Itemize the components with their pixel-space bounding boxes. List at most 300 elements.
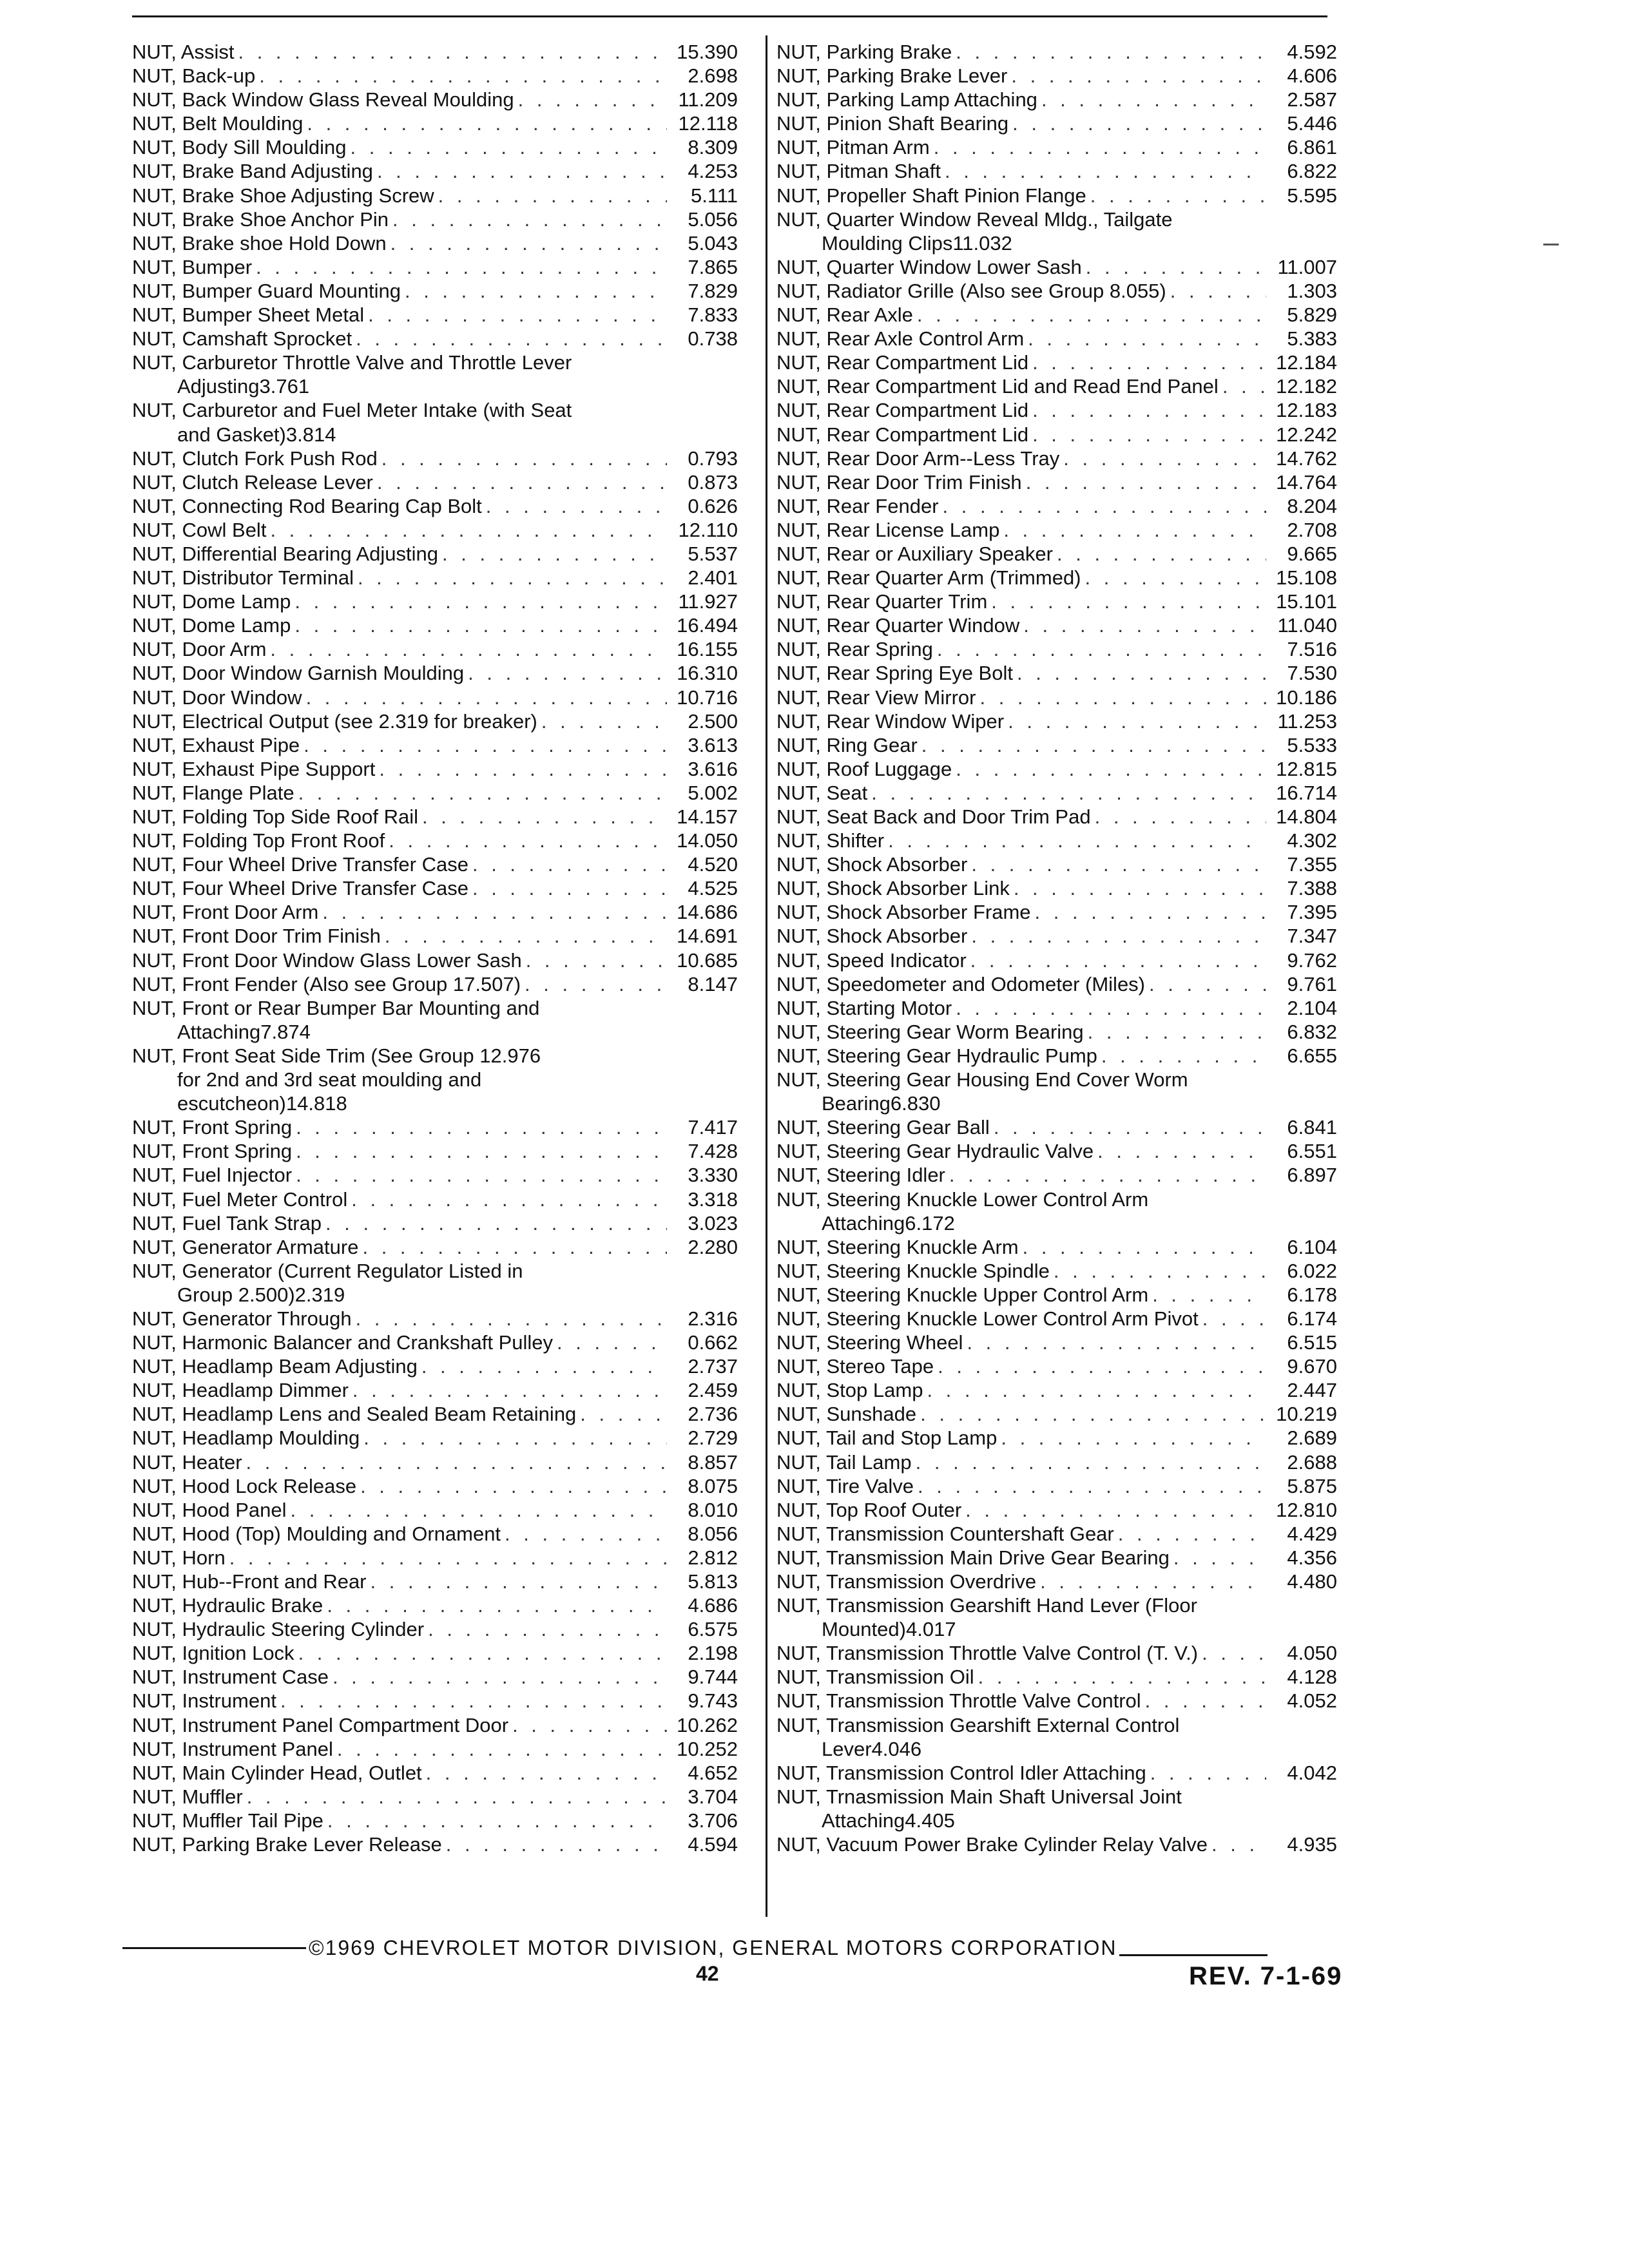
group-number: 4.052 bbox=[1287, 1689, 1337, 1713]
leader-dots bbox=[1022, 470, 1266, 494]
index-entry bbox=[132, 757, 738, 781]
index-entry bbox=[132, 1354, 738, 1378]
leader-dots bbox=[300, 733, 667, 757]
leader-dots bbox=[990, 1115, 1266, 1139]
index-entry bbox=[132, 1331, 738, 1354]
index-entry bbox=[776, 1115, 1337, 1139]
entry-text: NUT, Camshaft Sprocket bbox=[132, 327, 352, 351]
group-number: 7.874 bbox=[260, 1020, 311, 1043]
entry-text: NUT, Radiator Grille (Also see Group 8.055) bbox=[776, 279, 1166, 302]
group-number: 7.388 bbox=[1287, 877, 1337, 900]
index-entry bbox=[132, 1187, 738, 1211]
group-number: 15.108 bbox=[1276, 566, 1337, 590]
index-entry bbox=[132, 303, 738, 327]
group-number: 7.428 bbox=[688, 1140, 738, 1163]
group-number: 0.793 bbox=[688, 447, 738, 470]
leader-dots bbox=[1028, 351, 1266, 374]
group-number: 10.252 bbox=[677, 1737, 738, 1760]
group-number: 11.927 bbox=[678, 590, 738, 613]
leader-dots bbox=[997, 1426, 1266, 1450]
index-entry bbox=[776, 733, 1337, 757]
leader-dots bbox=[945, 1163, 1266, 1187]
index-entry bbox=[776, 1187, 1337, 1235]
index-entry bbox=[132, 64, 738, 88]
group-number: 3.318 bbox=[688, 1187, 738, 1211]
entry-text: NUT, Generator (Current Regulator Listed in bbox=[132, 1259, 523, 1282]
index-entry bbox=[776, 1570, 1337, 1593]
leader-dots bbox=[252, 255, 667, 279]
group-number: 6.841 bbox=[1287, 1116, 1337, 1139]
index-entry bbox=[776, 279, 1337, 303]
entry-text: NUT, Connecting Rod Bearing Cap Bolt bbox=[132, 494, 482, 517]
entry-text: NUT, Differential Bearing Adjusting bbox=[132, 542, 439, 565]
group-number: 7.395 bbox=[1287, 901, 1337, 924]
entry-text: NUT, Steering Knuckle Spindle bbox=[776, 1259, 1050, 1282]
group-number: 14.764 bbox=[1276, 470, 1337, 494]
entry-text: NUT, Rear Compartment Lid bbox=[776, 399, 1029, 422]
index-entry bbox=[776, 494, 1337, 518]
group-number: 6.178 bbox=[1287, 1283, 1337, 1306]
index-entry bbox=[776, 1044, 1337, 1068]
index-entry bbox=[776, 1450, 1337, 1474]
leader-dots bbox=[468, 852, 667, 876]
index-entry bbox=[776, 1832, 1337, 1856]
leader-dots bbox=[381, 924, 667, 948]
entry-text: NUT, Rear View Mirror bbox=[776, 686, 976, 709]
group-number: 8.309 bbox=[688, 136, 738, 159]
leader-dots bbox=[389, 207, 667, 231]
index-entry bbox=[776, 686, 1337, 709]
group-number: 3.616 bbox=[688, 757, 738, 780]
index-entry bbox=[132, 1809, 738, 1832]
leader-dots bbox=[266, 518, 667, 542]
index-entry bbox=[776, 948, 1337, 972]
entry-text: NUT, Dome Lamp bbox=[132, 614, 291, 637]
leader-dots bbox=[1198, 1641, 1266, 1665]
leader-dots bbox=[234, 40, 667, 64]
leader-dots bbox=[884, 829, 1266, 852]
group-number: 2.447 bbox=[1287, 1379, 1337, 1402]
group-number: 5.533 bbox=[1287, 733, 1337, 756]
entry-text: NUT, Brake Band Adjusting bbox=[132, 160, 373, 183]
leader-dots bbox=[294, 781, 667, 805]
leader-dots bbox=[1084, 1020, 1266, 1044]
index-entry bbox=[776, 1283, 1337, 1307]
leader-dots bbox=[266, 637, 667, 661]
entry-text: NUT, Transmission Control Idler Attaching bbox=[776, 1761, 1146, 1784]
entry-text: NUT, Pitman Arm bbox=[776, 136, 930, 159]
top-rule bbox=[132, 15, 1327, 17]
group-number: 6.822 bbox=[1287, 160, 1337, 183]
leader-dots bbox=[1146, 1761, 1266, 1785]
entry-text: NUT, Instrument Panel Compartment Door bbox=[132, 1713, 509, 1736]
leader-dots bbox=[323, 1593, 667, 1617]
index-entry bbox=[776, 1235, 1337, 1259]
index-entry bbox=[132, 518, 738, 542]
group-number: 12.183 bbox=[1276, 399, 1337, 422]
entry-text: NUT, Steering Knuckle Lower Control Arm bbox=[776, 1187, 1149, 1211]
group-number: 3.761 bbox=[259, 375, 310, 398]
leader-dots bbox=[930, 135, 1266, 159]
entry-text-continued: Moulding Clips bbox=[822, 231, 953, 255]
entry-text: NUT, Instrument Panel bbox=[132, 1737, 333, 1760]
entry-text: NUT, Rear Quarter Trim bbox=[776, 590, 988, 613]
leader-dots bbox=[401, 279, 667, 303]
leader-dots bbox=[1208, 1832, 1266, 1856]
index-entry bbox=[132, 972, 738, 996]
entry-text: NUT, Transmission Gearshift External Control bbox=[776, 1713, 1180, 1736]
group-number: 9.670 bbox=[1287, 1355, 1337, 1378]
group-number: 2.198 bbox=[688, 1642, 738, 1665]
group-number: 2.736 bbox=[688, 1403, 738, 1426]
entry-text: NUT, Carburetor and Fuel Meter Intake (with Seat bbox=[132, 399, 572, 422]
entry-text: NUT, Exhaust Pipe Support bbox=[132, 757, 376, 780]
group-number: 9.665 bbox=[1287, 542, 1337, 565]
entry-text-continued: Bearing bbox=[822, 1092, 891, 1115]
leader-dots bbox=[442, 1832, 667, 1856]
group-number: 4.686 bbox=[688, 1594, 738, 1617]
index-entry bbox=[776, 207, 1337, 255]
leader-dots bbox=[1219, 374, 1266, 398]
group-number: 7.347 bbox=[1287, 925, 1337, 948]
entry-text: NUT, Rear Compartment Lid and Read End Panel bbox=[776, 375, 1219, 398]
index-entry bbox=[776, 1498, 1337, 1522]
index-entry bbox=[776, 64, 1337, 88]
entry-text: NUT, Front Door Trim Finish bbox=[132, 925, 381, 948]
index-entry bbox=[776, 1665, 1337, 1689]
group-number: 4.594 bbox=[688, 1833, 738, 1856]
index-entry bbox=[132, 1115, 738, 1139]
index-entry bbox=[776, 88, 1337, 111]
leader-dots bbox=[482, 494, 667, 518]
entry-text-continued: Group 2.500) bbox=[177, 1283, 295, 1306]
entry-text: NUT, Steering Gear Hydraulic Valve bbox=[776, 1140, 1094, 1163]
group-number: 14.804 bbox=[1276, 805, 1337, 828]
index-entry bbox=[132, 494, 738, 518]
leader-dots bbox=[1028, 398, 1266, 422]
entry-text: NUT, Four Wheel Drive Transfer Case bbox=[132, 877, 468, 900]
group-number: 4.606 bbox=[1287, 64, 1337, 88]
index-entry bbox=[776, 398, 1337, 422]
group-number: 0.626 bbox=[688, 494, 738, 517]
leader-dots bbox=[974, 1665, 1266, 1689]
entry-text: NUT, Horn bbox=[132, 1546, 226, 1569]
entry-text-continued: and Gasket) bbox=[177, 423, 286, 446]
index-entry bbox=[132, 1378, 738, 1402]
index-entry bbox=[132, 686, 738, 709]
entry-text-continued: Attaching bbox=[822, 1809, 905, 1832]
entry-text: NUT, Back-up bbox=[132, 64, 256, 88]
index-entry bbox=[776, 1378, 1337, 1402]
index-entry bbox=[776, 1402, 1337, 1426]
entry-text: NUT, Shock Absorber Frame bbox=[776, 901, 1031, 924]
leader-dots bbox=[1028, 423, 1266, 447]
group-number: 9.744 bbox=[688, 1666, 738, 1689]
entry-text: NUT, Rear Window Wiper bbox=[776, 709, 1005, 733]
entry-text: NUT, Roof Luggage bbox=[776, 757, 952, 780]
entry-text: NUT, Rear Quarter Arm (Trimmed) bbox=[776, 566, 1081, 590]
leader-dots bbox=[952, 996, 1266, 1020]
index-entry bbox=[132, 351, 738, 398]
index-entry bbox=[776, 1713, 1337, 1761]
entry-text-continued: Lever bbox=[822, 1737, 872, 1760]
index-entry bbox=[132, 613, 738, 637]
index-entry bbox=[132, 1737, 738, 1761]
group-number: 6.551 bbox=[1287, 1140, 1337, 1163]
group-number: 15.390 bbox=[677, 41, 738, 63]
entry-text: NUT, Back Window Glass Reveal Moulding bbox=[132, 88, 514, 111]
leader-dots bbox=[387, 231, 667, 255]
index-entry bbox=[132, 996, 738, 1044]
index-entry bbox=[132, 900, 738, 924]
group-number: 8.147 bbox=[688, 972, 738, 995]
group-number: 5.056 bbox=[688, 207, 738, 231]
entry-text: NUT, Rear Spring Eye Bolt bbox=[776, 662, 1013, 685]
leader-dots bbox=[1166, 279, 1266, 303]
entry-text: NUT, Vacuum Power Brake Cylinder Relay Valve bbox=[776, 1833, 1208, 1856]
index-entry bbox=[132, 542, 738, 566]
index-entry bbox=[776, 852, 1337, 876]
index-entry bbox=[132, 327, 738, 351]
leader-dots bbox=[418, 1354, 667, 1378]
entry-text: NUT, Belt Moulding bbox=[132, 112, 304, 135]
index-entry bbox=[776, 518, 1337, 542]
leader-dots bbox=[501, 1522, 667, 1546]
leader-dots bbox=[1086, 184, 1266, 207]
leader-dots bbox=[292, 1139, 667, 1163]
group-number: 0.873 bbox=[688, 470, 738, 494]
entry-text: NUT, Front Spring bbox=[132, 1140, 293, 1163]
group-number: 15.101 bbox=[1276, 590, 1337, 613]
entry-text: NUT, Parking Brake Lever bbox=[776, 64, 1008, 88]
group-number: 9.743 bbox=[688, 1689, 738, 1713]
leader-dots bbox=[933, 637, 1266, 661]
group-number: 6.830 bbox=[890, 1092, 941, 1115]
group-number: 12.182 bbox=[1276, 375, 1337, 398]
group-number: 5.383 bbox=[1287, 327, 1337, 351]
leader-dots bbox=[1145, 972, 1266, 996]
index-entry bbox=[776, 255, 1337, 279]
entry-text: NUT, Front or Rear Bumper Bar Mounting and bbox=[132, 996, 540, 1019]
index-entry bbox=[132, 876, 738, 900]
leader-dots bbox=[1024, 327, 1266, 351]
group-number: 4.592 bbox=[1287, 41, 1337, 63]
entry-text: NUT, Transmission Gearshift Hand Lever (Floor bbox=[776, 1594, 1197, 1617]
leader-dots bbox=[364, 303, 667, 327]
leader-dots bbox=[508, 1713, 667, 1737]
group-number: 5.829 bbox=[1287, 303, 1337, 327]
index-entry bbox=[776, 374, 1337, 398]
index-entry bbox=[776, 757, 1337, 781]
index-entry bbox=[132, 566, 738, 590]
leader-dots bbox=[576, 1402, 667, 1426]
entry-text: NUT, Generator Armature bbox=[132, 1235, 359, 1258]
group-number: 4.046 bbox=[871, 1737, 922, 1760]
index-entry bbox=[132, 1426, 738, 1450]
leader-dots bbox=[1007, 64, 1266, 88]
leader-dots bbox=[967, 924, 1266, 948]
group-number: 2.689 bbox=[1287, 1427, 1337, 1450]
leader-dots bbox=[961, 1498, 1266, 1522]
leader-dots bbox=[1199, 1307, 1266, 1331]
entry-text: NUT, Hood (Top) Moulding and Ornament bbox=[132, 1522, 501, 1545]
index-entry bbox=[132, 1163, 738, 1187]
index-entry bbox=[776, 590, 1337, 613]
group-number: 3.023 bbox=[688, 1211, 738, 1235]
leader-dots bbox=[1010, 876, 1266, 900]
group-number: 2.316 bbox=[688, 1307, 738, 1330]
entry-text: NUT, Transmission Oil bbox=[776, 1666, 974, 1689]
entry-text: NUT, Ignition Lock bbox=[132, 1642, 294, 1665]
entry-text: NUT, Muffler Tail Pipe bbox=[132, 1809, 323, 1832]
group-number: 7.417 bbox=[688, 1116, 738, 1139]
entry-text: NUT, Rear Axle Control Arm bbox=[776, 327, 1025, 351]
index-entry bbox=[776, 1068, 1337, 1115]
group-number: 8.857 bbox=[688, 1450, 738, 1474]
leader-dots bbox=[322, 1211, 667, 1235]
leader-dots bbox=[418, 805, 667, 829]
footer-rule-left bbox=[122, 1947, 306, 1949]
entry-text: NUT, Shock Absorber bbox=[776, 925, 968, 948]
leader-dots bbox=[1037, 88, 1266, 111]
leader-dots bbox=[1081, 566, 1266, 590]
index-entry bbox=[132, 398, 738, 446]
entry-text: NUT, Front Door Arm bbox=[132, 901, 319, 924]
entry-text: NUT, Brake Shoe Adjusting Screw bbox=[132, 184, 434, 207]
group-number: 3.706 bbox=[688, 1809, 738, 1832]
leader-dots bbox=[242, 1450, 667, 1474]
leader-dots bbox=[385, 829, 667, 852]
group-number: 4.042 bbox=[1287, 1761, 1337, 1784]
index-entry bbox=[132, 709, 738, 733]
group-number: 4.525 bbox=[688, 877, 738, 900]
index-entry bbox=[776, 423, 1337, 447]
entry-text: NUT, Pinion Shaft Bearing bbox=[776, 112, 1009, 135]
group-number: 8.204 bbox=[1287, 494, 1337, 517]
leader-dots bbox=[318, 900, 667, 924]
entry-text: NUT, Steering Gear Housing End Cover Worm bbox=[776, 1068, 1188, 1091]
group-number: 12.118 bbox=[678, 112, 738, 135]
leader-dots bbox=[468, 876, 667, 900]
entry-text: NUT, Rear Fender bbox=[776, 494, 939, 517]
entry-text: NUT, Door Arm bbox=[132, 638, 267, 661]
index-entry bbox=[776, 972, 1337, 996]
index-entry bbox=[776, 1426, 1337, 1450]
group-number: 4.652 bbox=[688, 1761, 738, 1784]
group-number: 16.155 bbox=[677, 638, 738, 661]
index-entry bbox=[132, 88, 738, 111]
entry-text: NUT, Fuel Tank Strap bbox=[132, 1211, 322, 1235]
index-entry bbox=[776, 876, 1337, 900]
entry-text: NUT, Ring Gear bbox=[776, 733, 918, 756]
index-entry bbox=[132, 1593, 738, 1617]
index-entry bbox=[132, 447, 738, 470]
entry-text: NUT, Fuel Meter Control bbox=[132, 1187, 348, 1211]
group-number: 5.537 bbox=[688, 542, 738, 565]
entry-text: NUT, Hub--Front and Rear bbox=[132, 1570, 367, 1593]
index-entry bbox=[776, 1761, 1337, 1785]
leader-dots bbox=[522, 948, 667, 972]
entry-text: NUT, Stereo Tape bbox=[776, 1355, 934, 1378]
index-entry bbox=[132, 637, 738, 661]
leader-dots bbox=[987, 590, 1266, 613]
entry-text: NUT, Steering Idler bbox=[776, 1164, 945, 1187]
leader-dots bbox=[976, 686, 1266, 709]
index-entry bbox=[776, 1522, 1337, 1546]
leader-dots bbox=[367, 1570, 667, 1593]
leader-dots bbox=[1004, 709, 1266, 733]
index-entry bbox=[132, 590, 738, 613]
entry-text: NUT, Four Wheel Drive Transfer Case bbox=[132, 853, 468, 876]
leader-dots bbox=[1019, 613, 1266, 637]
group-number: 6.861 bbox=[1287, 136, 1337, 159]
leader-dots bbox=[352, 327, 667, 351]
index-entry bbox=[132, 1450, 738, 1474]
group-number: 14.691 bbox=[677, 925, 738, 948]
entry-text: NUT, Body Sill Moulding bbox=[132, 136, 347, 159]
index-entry bbox=[132, 733, 738, 757]
entry-text: NUT, Instrument Case bbox=[132, 1666, 329, 1689]
entry-text: NUT, Trnasmission Main Shaft Universal Joint bbox=[776, 1785, 1182, 1808]
group-number: 2.737 bbox=[688, 1355, 738, 1378]
leader-dots bbox=[1082, 255, 1266, 279]
entry-text-continued: Mounted) bbox=[822, 1618, 906, 1641]
index-entry bbox=[776, 1474, 1337, 1498]
entry-text: NUT, Rear Compartment Lid bbox=[776, 423, 1029, 446]
index-entry bbox=[132, 1570, 738, 1593]
index-entry bbox=[132, 40, 738, 64]
leader-dots bbox=[291, 613, 667, 637]
index-entry bbox=[132, 231, 738, 255]
index-entry bbox=[132, 1617, 738, 1641]
entry-text: NUT, Carburetor Throttle Valve and Throttle Lever bbox=[132, 351, 572, 374]
index-entry bbox=[132, 1546, 738, 1570]
group-number: 7.829 bbox=[688, 279, 738, 302]
group-number: 14.762 bbox=[1276, 447, 1337, 470]
group-number: 7.530 bbox=[1287, 662, 1337, 685]
group-number: 4.050 bbox=[1287, 1642, 1337, 1665]
entry-text: NUT, Steering Gear Worm Bearing bbox=[776, 1020, 1084, 1043]
entry-text-continued: Attaching bbox=[822, 1211, 905, 1235]
entry-text: NUT, Muffler bbox=[132, 1785, 243, 1808]
index-entry bbox=[776, 1020, 1337, 1044]
group-number: 11.032 bbox=[952, 231, 1012, 255]
leader-dots bbox=[347, 135, 667, 159]
leader-dots bbox=[373, 470, 667, 494]
group-number: 12.810 bbox=[1276, 1498, 1337, 1521]
group-number: 11.209 bbox=[678, 88, 738, 111]
entry-text: NUT, Hydraulic Brake bbox=[132, 1594, 323, 1617]
entry-text: NUT, Transmission Countershaft Gear bbox=[776, 1522, 1114, 1545]
leader-dots bbox=[537, 709, 667, 733]
leader-dots bbox=[434, 184, 667, 207]
footer-rule-right bbox=[1119, 1954, 1268, 1956]
leader-dots bbox=[1008, 111, 1266, 135]
leader-dots bbox=[422, 1761, 667, 1785]
leader-dots bbox=[867, 781, 1266, 805]
index-entry bbox=[776, 1593, 1337, 1641]
group-number: 10.186 bbox=[1276, 686, 1337, 709]
leader-dots bbox=[1050, 1259, 1266, 1283]
group-number: 14.686 bbox=[677, 901, 738, 924]
entry-text: NUT, Shifter bbox=[776, 829, 885, 852]
index-entry bbox=[776, 159, 1337, 183]
group-number: 2.688 bbox=[1287, 1450, 1337, 1474]
index-entry bbox=[776, 661, 1337, 685]
group-number: 2.401 bbox=[688, 566, 738, 590]
footer-line bbox=[122, 1935, 1450, 1961]
group-number: 4.356 bbox=[1287, 1546, 1337, 1569]
